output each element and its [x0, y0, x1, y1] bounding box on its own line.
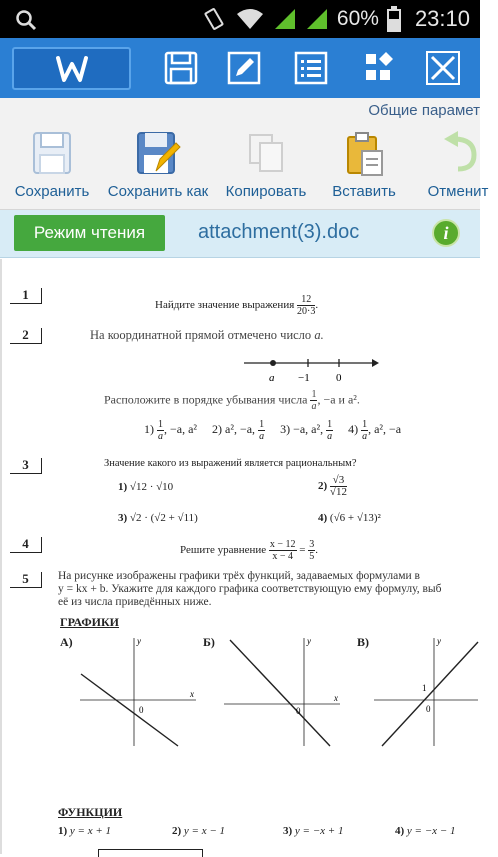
paste-icon	[340, 129, 388, 177]
q2-option-1[interactable]: 1) $\frac{1}{a}$ , −a, a²	[144, 419, 198, 442]
top-toolbar	[0, 38, 480, 98]
question-1: Найдите значение выражения $\frac{12}{20\cdot 3}$ .	[155, 294, 319, 317]
functions-title: ФУНКЦИИ	[58, 805, 123, 819]
signal-icon-2	[305, 7, 329, 31]
settings-tab-bar	[0, 98, 480, 124]
question-1-text: Найдите значение выражения	[155, 299, 295, 312]
axis-label-zero: 0	[336, 372, 342, 384]
question-5-text: На рисунке изображены графики трёх функций, задаваемых формулами в y = kx + b. Укажите для каждого графика соответствующую ему формулу, выб её из числа приведённых ниже.	[58, 570, 442, 608]
question-4: Решите уравнение $\frac{x - 12}{x - 4}$ = $\frac{3}{5}$ .	[180, 539, 319, 562]
axis-label-minus-one: −1	[298, 372, 310, 384]
battery-percent: 60%	[336, 7, 379, 30]
question-2-var: a.	[314, 328, 324, 342]
info-icon[interactable]: i	[432, 219, 460, 247]
q3-option-4[interactable]: 4) (√6 + √13)²	[318, 512, 381, 524]
general-settings-tab[interactable]: Общие парамет	[368, 102, 480, 119]
question-number-2: 2	[10, 328, 42, 344]
save-as-icon	[134, 129, 182, 177]
graph-a	[78, 634, 200, 749]
question-2-order-text: Расположите в порядке убывания числа	[104, 392, 308, 407]
search-icon[interactable]	[14, 8, 38, 32]
graph-label-c: В)	[357, 635, 369, 649]
function-4: 4) y = −x − 1	[395, 825, 456, 837]
graph-c	[372, 634, 480, 749]
vibrate-icon	[201, 6, 227, 32]
reading-mode-button[interactable]: Режим чтения	[14, 215, 165, 251]
question-number-5: 5	[10, 572, 42, 588]
copy-icon	[242, 129, 290, 177]
list-icon[interactable]	[293, 50, 329, 86]
floppy-disk-icon	[28, 129, 76, 177]
graph-label-a: А)	[60, 635, 73, 649]
question-2-order: Расположите в порядке убывания числа $\frac{1}{a}$ , −a и a².	[104, 389, 360, 412]
question-2-options	[144, 419, 401, 442]
svg-text:0: 0	[296, 706, 301, 716]
svg-text:x: x	[190, 689, 194, 699]
q2-option-3[interactable]: 3) −a, a², $\frac{1}{a}$	[280, 419, 333, 442]
undo-label: Отменит	[427, 183, 489, 200]
answer-table-top	[98, 849, 203, 857]
question-2	[90, 328, 324, 343]
function-3: 3) y = −x + 1	[283, 825, 344, 837]
app-menu-button[interactable]	[12, 47, 131, 90]
svg-text:x: x	[334, 693, 338, 703]
q3-option-1[interactable]: 1) √12 · √10	[118, 481, 174, 493]
copy-button[interactable]	[222, 124, 310, 210]
question-2-order-rest: , −a и a².	[317, 392, 360, 407]
question-1-numerator: 12	[297, 294, 315, 306]
wps-logo-icon	[55, 54, 89, 84]
document-view[interactable]	[0, 259, 480, 854]
svg-text:y: y	[437, 636, 441, 646]
graph-label-b: Б)	[203, 635, 215, 649]
save-label: Сохранить	[14, 183, 90, 200]
question-number-4: 4	[10, 537, 42, 553]
axis-label-a: a	[269, 372, 275, 384]
function-2: 2) y = x − 1	[172, 825, 226, 837]
paste-button[interactable]	[328, 124, 400, 210]
copy-label: Копировать	[225, 183, 307, 200]
q3-option-3[interactable]: 3) √2 · (√2 + √11)	[118, 512, 198, 524]
question-2-text: На координатной прямой отмечено число	[90, 328, 312, 342]
document-filename: attachment(3).doc	[198, 221, 360, 243]
grid-icon[interactable]	[360, 50, 396, 86]
wifi-icon	[235, 7, 265, 31]
reading-bar	[0, 210, 480, 258]
graphs-title: ГРАФИКИ	[60, 615, 120, 629]
battery-icon	[387, 6, 401, 32]
svg-text:y: y	[137, 636, 141, 646]
function-1: 1) y = x + 1	[58, 825, 112, 837]
question-number-1: 1	[10, 288, 42, 304]
close-icon[interactable]	[425, 50, 461, 86]
q2-option-4[interactable]: 4) $\frac{1}{a}$ , a², −a	[348, 419, 402, 442]
action-ribbon	[0, 124, 489, 210]
q3-option-2[interactable]: 2) $\frac{√3}{√12}$	[318, 474, 347, 498]
svg-text:y: y	[307, 636, 311, 646]
svg-text:0: 0	[139, 705, 144, 715]
svg-text:1: 1	[422, 683, 427, 693]
svg-text:0: 0	[426, 704, 431, 714]
page-edge	[0, 259, 2, 854]
question-4-text: Решите уравнение	[180, 544, 267, 557]
save-button[interactable]	[12, 124, 92, 210]
save-as-label: Сохранить как	[107, 183, 209, 200]
signal-icon	[273, 7, 297, 31]
undo-icon	[434, 129, 482, 177]
number-line	[240, 354, 380, 386]
question-3-text: Значение какого из выражений является рациональным?	[104, 458, 357, 469]
undo-button[interactable]	[418, 124, 498, 210]
question-1-denominator: 20·3	[297, 306, 316, 317]
q2-option-2[interactable]: 2) a², −a, $\frac{1}{a}$	[212, 419, 265, 442]
clock: 23:10	[414, 6, 470, 31]
status-bar	[0, 0, 480, 38]
save-as-button[interactable]	[104, 124, 212, 210]
question-number-3: 3	[10, 458, 42, 474]
graph-b	[222, 634, 344, 749]
paste-label: Вставить	[332, 183, 396, 200]
edit-icon[interactable]	[226, 50, 262, 86]
save-icon[interactable]	[163, 50, 199, 86]
